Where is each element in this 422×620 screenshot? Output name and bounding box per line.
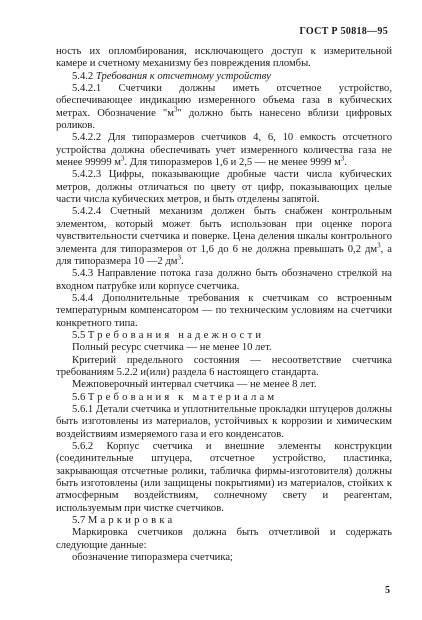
- text-run: 5.4.2.4 Счетный механизм должен быть снабжен контрольным элементом, который может быть использован при оценке порога чувствительности счетчика и поверке. Цена деления шкалы контрольного элемента для типоразмеров от 1,6 до 6 не должна превышать 0,2 дм: [56, 206, 392, 255]
- page-header: ГОСТ Р 50818—95: [299, 26, 388, 37]
- section-number: 5.7: [72, 515, 88, 527]
- text-run: .: [344, 157, 347, 169]
- section-title: Требования к материалам: [87, 391, 278, 403]
- text-run: " должно быть нанесено вблизи цифровых роликов.: [56, 107, 392, 132]
- superscript: 3: [177, 253, 181, 262]
- page-number: 5: [385, 585, 390, 596]
- superscript: 3: [377, 240, 381, 249]
- text-run: , а для типоразмера 10 —2 дм: [56, 243, 392, 267]
- paragraph-5-5-a: Полный ресурс счетчика — не менее 10 лет.: [72, 342, 272, 354]
- text-run: 5.4.2.2 Для типоразмеров счетчиков 4, 6, 10 емкость отсчетного устройства должна обеспечивать учет измеренного количества газа не менее 99999 м: [56, 132, 392, 169]
- paragraph-5-4-2-3: 5.4.2.3 Цифры, показывающие дробные части числа кубических метров, должны отличаться по цвету от цифр, показывающих целые части числа кубических метров, и быть отделены запятой.: [56, 169, 392, 206]
- section-number: 5.4.2: [72, 70, 96, 82]
- paragraph-5-7-a: Маркировка счетчиков должна быть отчетливой и содержать следующие данные:: [56, 527, 392, 551]
- superscript: 3: [340, 154, 345, 163]
- document-body: [56, 46, 392, 564]
- paragraph-5-6-1: 5.6.1 Детали счетчика и уплотнительные прокладки штуцеров должны быть изготовлены из материалов, устойчивых к коррозии и химическим воздействиям измеряемого газа и его конденсатов.: [56, 403, 392, 440]
- paragraph-5-7-b: обозначение типоразмера счетчика;: [72, 552, 233, 564]
- paragraph-continuation: ность их опломбирования, исключающего доступ к измерительной камере и счетному механизму без повреждения пломбы.: [56, 46, 392, 70]
- paragraph-5-4-2-4: [56, 206, 392, 268]
- section-5-4-2-heading: [56, 71, 392, 83]
- paragraph-5-4-4: 5.4.4 Дополнительные требования к счетчикам со встроенным температурным компенсатором — по техническим условиям на счетчики конкретного типа.: [56, 292, 392, 329]
- paragraph-5-4-3: 5.4.3 Направление потока газа должно быть обозначено стрелкой на входном патрубке или корпусе счетчика.: [56, 268, 392, 292]
- section-number: 5.5: [72, 329, 88, 341]
- superscript: 3: [173, 105, 178, 114]
- paragraph-5-4-2-2: [56, 132, 392, 169]
- section-5-5-heading: [56, 330, 392, 342]
- paragraph-5-5-b: Критерий предельного состояния — несоответствие счетчика требованиям 5.2.2 и(или) раздела 6 настоящего стандарта.: [56, 354, 392, 378]
- text-run: .: [180, 255, 184, 267]
- paragraph-5-6-2: 5.6.2 Корпус счетчика и внешние элементы конструкции (соединительные штуцера, отсчетное устройство, пластинка, закрывающая отсчетные ролики, табличка фирмы-изготовителя) должны быть изготовлены (или защищены покрытиями) из материалов, стойких к атмосферным воздействиям, солнечному свету и реагентам, используемым при чистке счетчиков.: [56, 441, 392, 514]
- section-title: Требования надежности: [87, 329, 265, 341]
- superscript: 3: [120, 154, 125, 163]
- section-5-6-heading: [56, 392, 392, 404]
- text-run: 5.4.2.1 Счетчики должны иметь отсчетное устройство, обеспечивающее индикацию измеренного объема газа в кубических метрах. Обозначение "м: [56, 83, 392, 119]
- section-title: Маркировка: [87, 515, 176, 527]
- section-number: 5.6: [72, 391, 88, 403]
- section-5-7-heading: [56, 515, 392, 527]
- section-title: Требования к отсчетному устройству: [95, 70, 272, 82]
- paragraph-5-5-c: Межповерочный интервал счетчика — не менее 8 лет.: [72, 379, 317, 391]
- text-run: . Для типоразмеров 1,6 и 2,5 — не менее 9999 м: [124, 157, 341, 169]
- paragraph-5-4-2-1: [56, 83, 392, 132]
